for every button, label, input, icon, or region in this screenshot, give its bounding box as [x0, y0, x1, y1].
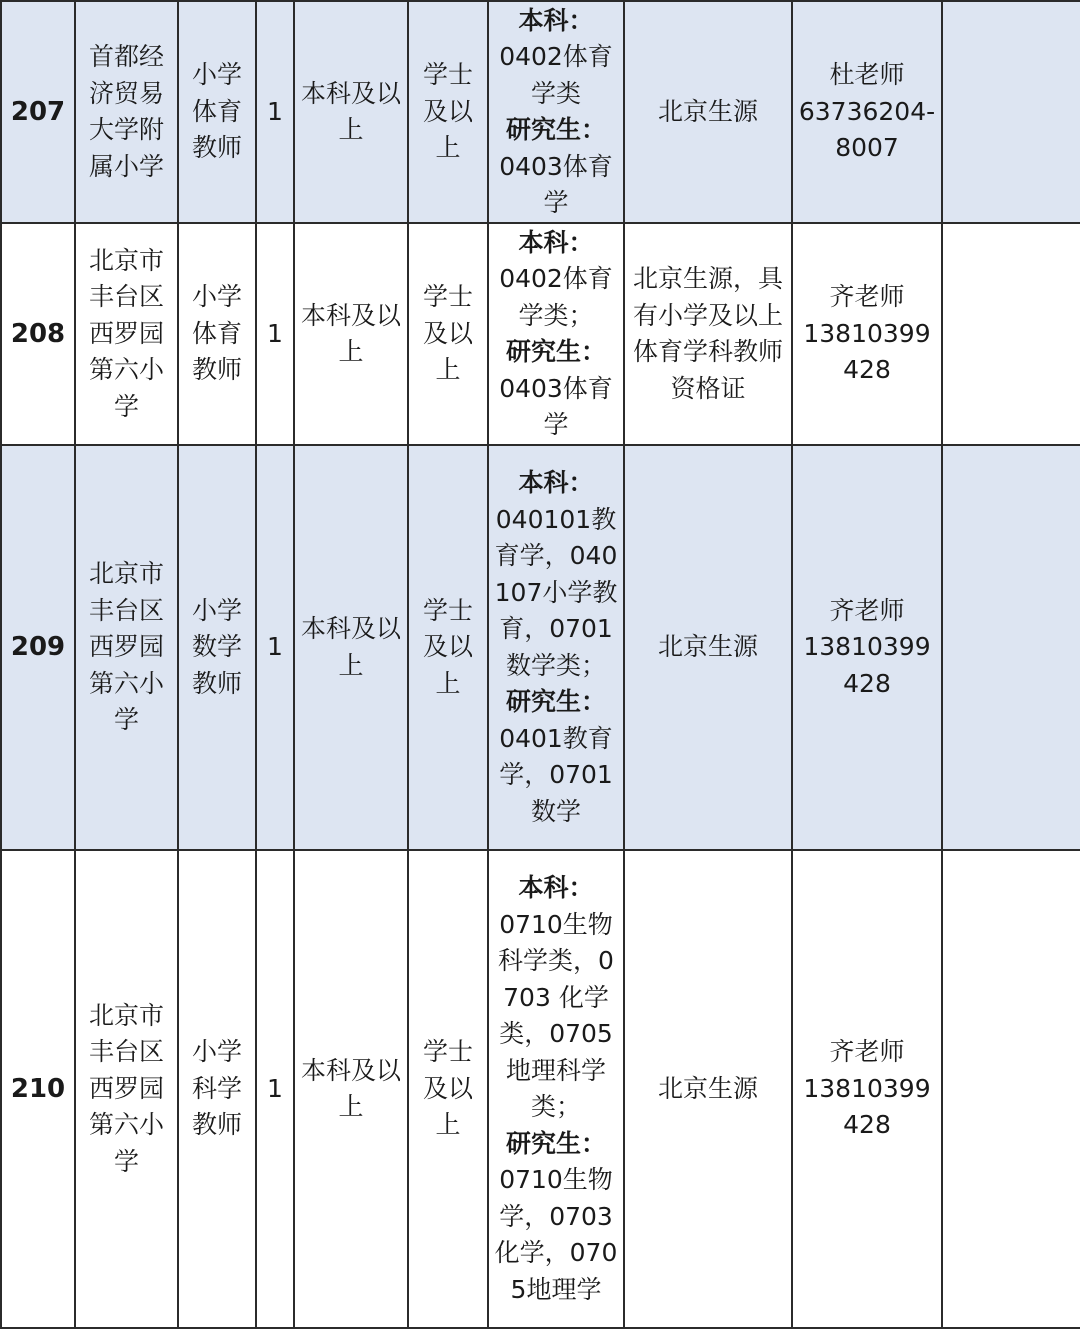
contact-info [792, 850, 942, 1328]
contact-name: 杜老师 [829, 60, 905, 90]
contact-name: 齐老师 [829, 595, 905, 625]
degree-requirement: 学士及以上 [408, 850, 488, 1328]
position-number: 209 [1, 445, 75, 850]
remarks [942, 850, 1080, 1328]
contact-phone: 63736204-8007 [798, 96, 936, 163]
remarks [942, 223, 1080, 445]
undergrad-majors: 0402体育学类； [499, 264, 613, 330]
major-requirement [488, 223, 624, 445]
degree-requirement: 学士及以上 [408, 445, 488, 850]
undergrad-majors: 040101教育学，040107小学教育，0701数学类； [494, 504, 618, 680]
postgrad-majors: 0403体育学 [499, 373, 613, 439]
education-requirement: 本科及以上 [294, 223, 408, 445]
postgrad-label: 研究生： [505, 687, 606, 716]
contact-phone: 13810399428 [803, 318, 931, 385]
postgrad-majors: 0403体育学 [499, 151, 613, 217]
undergrad-majors: 0710生物科学类，0703 化学类，0705地理科学类； [498, 909, 614, 1121]
contact-info [792, 445, 942, 850]
major-requirement [488, 1, 624, 223]
position-number: 210 [1, 850, 75, 1328]
position-title: 小学科学教师 [178, 850, 256, 1328]
other-requirement: 北京生源 [624, 850, 792, 1328]
remarks [942, 445, 1080, 850]
education-requirement: 本科及以上 [294, 445, 408, 850]
major-requirement [488, 850, 624, 1328]
degree-requirement: 学士及以上 [408, 1, 488, 223]
undergrad-label: 本科： [518, 227, 594, 257]
undergrad-label: 本科： [518, 5, 594, 35]
position-number: 207 [1, 1, 75, 223]
undergrad-label: 本科： [518, 873, 594, 902]
contact-phone: 13810399428 [803, 632, 931, 698]
other-requirement: 北京生源 [624, 1, 792, 223]
employer-unit: 首都经济贸易大学附属小学 [75, 1, 178, 223]
table-row [1, 445, 1080, 850]
postgrad-label: 研究生： [505, 337, 606, 366]
postgrad-label: 研究生： [505, 115, 606, 144]
postgrad-label: 研究生： [505, 1128, 606, 1158]
contact-info [792, 1, 942, 223]
table-row [1, 1, 1080, 223]
position-number: 208 [1, 223, 75, 445]
undergrad-label: 本科： [518, 468, 594, 497]
postgrad-majors: 0401教育学，0701数学 [499, 723, 613, 826]
headcount: 1 [256, 445, 294, 850]
education-requirement: 本科及以上 [294, 850, 408, 1328]
headcount: 1 [256, 1, 294, 223]
postgrad-majors: 0710生物学，0703化学，0705地理学 [494, 1165, 618, 1304]
headcount: 1 [256, 223, 294, 445]
contact-info [792, 223, 942, 445]
table-row [1, 223, 1080, 445]
other-requirement: 北京生源 [624, 445, 792, 850]
contact-phone: 13810399428 [803, 1073, 931, 1140]
undergrad-majors: 0402体育学类 [499, 42, 613, 108]
degree-requirement: 学士及以上 [408, 223, 488, 445]
position-title: 小学数学教师 [178, 445, 256, 850]
contact-name: 齐老师 [829, 282, 905, 312]
contact-name: 齐老师 [829, 1037, 905, 1067]
other-requirement: 北京生源，具有小学及以上体育学科教师资格证 [624, 223, 792, 445]
position-title: 小学体育教师 [178, 223, 256, 445]
headcount: 1 [256, 850, 294, 1328]
major-requirement [488, 445, 624, 850]
employer-unit: 北京市丰台区西罗园第六小学 [75, 223, 178, 445]
employer-unit: 北京市丰台区西罗园第六小学 [75, 445, 178, 850]
position-title: 小学体育教师 [178, 1, 256, 223]
table-row [1, 850, 1080, 1328]
education-requirement: 本科及以上 [294, 1, 408, 223]
remarks [942, 1, 1080, 223]
employer-unit: 北京市丰台区西罗园第六小学 [75, 850, 178, 1328]
